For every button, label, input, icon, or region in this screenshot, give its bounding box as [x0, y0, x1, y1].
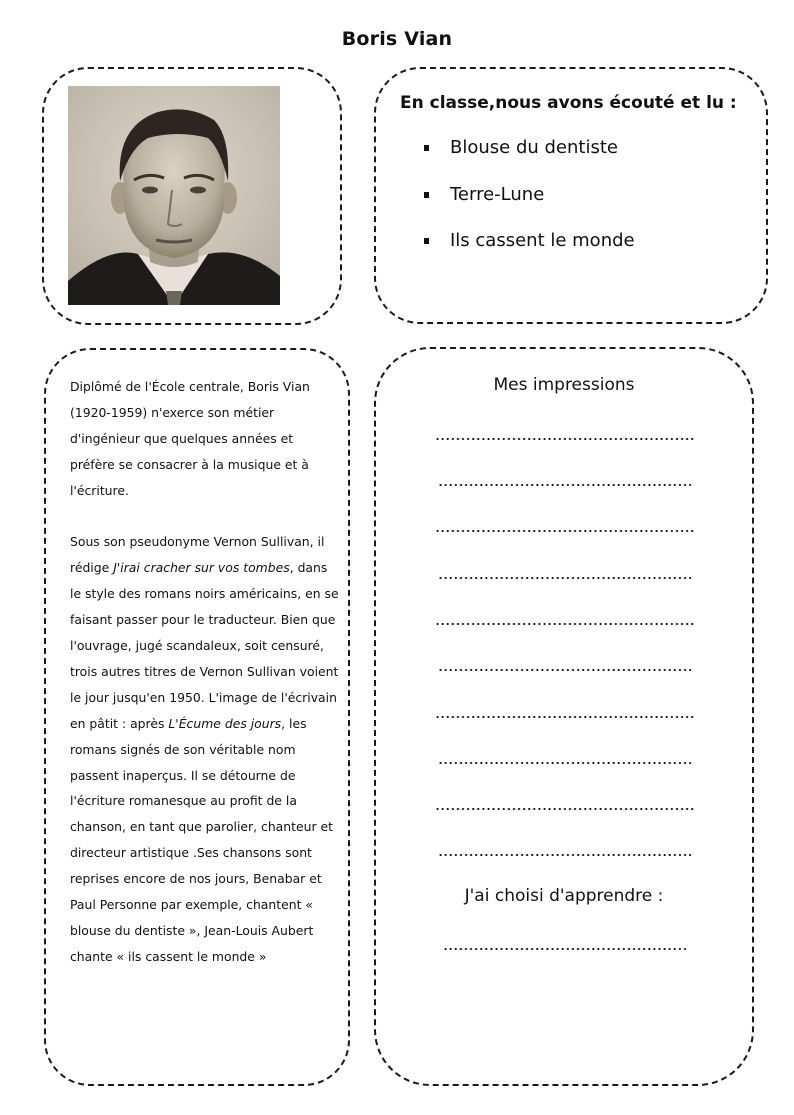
list-item: Blouse du dentiste [424, 136, 635, 183]
biography-card [44, 348, 350, 1086]
portrait-image-icon [68, 86, 280, 305]
bio-paragraph-1: Diplômé de l'École centrale, Boris Vian (1920-1959) n'exerce son métier d'ingénieur que quelques années et préfère se consacrer à la musique et à l'écriture. [70, 379, 310, 498]
writing-line[interactable] [435, 437, 694, 441]
biography-text [70, 374, 340, 996]
writing-line[interactable] [435, 529, 694, 533]
writing-line[interactable] [438, 576, 691, 580]
list-item: Terre-Lune [424, 183, 635, 230]
listened-list [424, 136, 635, 276]
book-title: J'irai cracher sur vos tombes [113, 560, 290, 576]
listened-heading: En classe,nous avons écouté et lu : [400, 93, 737, 113]
writing-line[interactable] [438, 668, 691, 672]
impressions-card [374, 347, 754, 1086]
writing-line[interactable] [435, 622, 694, 626]
choose-heading: J'ai choisi d'apprendre : [464, 886, 664, 906]
writing-line[interactable] [435, 807, 694, 811]
square-bullet-icon [424, 192, 429, 198]
writing-line[interactable] [438, 483, 691, 487]
writing-line[interactable] [435, 715, 694, 719]
book-title: L'Écume des jours [168, 715, 282, 731]
listened-card [374, 67, 768, 324]
bio-paragraph-2: Sous son pseudonyme Vernon Sullivan, il rédige J'irai cracher sur vos tombes, dans le style des romans noirs américains, en se faisant passer pour le traducteur. Bien que l'ouvrage, jugé scandaleux, soit censuré, trois autres titres de Vernon Sullivan voient le jour jusqu'en 1950. L'image de l'écrivain en pâtit : après L'Écume des jours, les romans signés de son véritable nom passent inaperçus. Il se détourne de l'écriture romanesque au profit de la chanson, en tant que parolier, chanteur et directeur artistique .Ses chansons sont reprises encore de nos jours, Benabar et Paul Personne par exemple, chantent « blouse du dentiste », Jean-Louis Aubert chante « ils cassent le monde » [70, 534, 339, 964]
page-title: Boris Vian [341, 28, 453, 50]
square-bullet-icon [424, 238, 429, 244]
portrait-photo [68, 86, 280, 305]
writing-line[interactable] [438, 853, 691, 857]
impressions-heading: Mes impressions [493, 375, 635, 395]
list-item: Ils cassent le monde [424, 229, 635, 276]
writing-line-choice[interactable] [443, 947, 686, 951]
writing-line[interactable] [438, 761, 691, 765]
square-bullet-icon [424, 145, 429, 151]
photo-card [42, 67, 342, 325]
